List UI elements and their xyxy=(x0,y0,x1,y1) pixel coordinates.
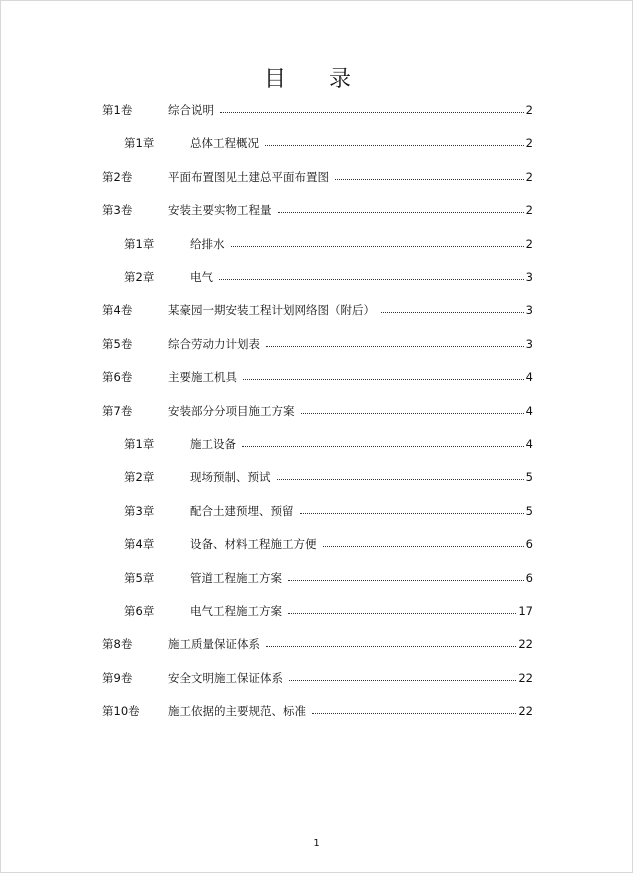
toc-entry[interactable] xyxy=(124,268,533,286)
toc-entry-page: 22 xyxy=(518,637,533,652)
toc-entry-number: 第5章 xyxy=(124,570,155,585)
toc-entry-number: 第3章 xyxy=(124,503,155,518)
page-number: 1 xyxy=(313,838,320,849)
toc-entry-page: 2 xyxy=(525,136,533,151)
toc-entry[interactable] xyxy=(124,468,533,486)
toc-entry[interactable] xyxy=(124,235,533,253)
toc-entry-number: 第3卷 xyxy=(102,203,133,218)
toc-entry-page: 6 xyxy=(525,537,533,552)
dot-leader xyxy=(220,112,524,113)
dot-leader xyxy=(243,379,524,380)
toc-entry-number: 第1章 xyxy=(124,236,155,251)
toc-entry-page: 6 xyxy=(525,570,533,585)
toc-entry-title: 配合土建预埋、预留 xyxy=(190,503,294,518)
toc-entry-number: 第4卷 xyxy=(102,303,133,318)
toc-entry-title: 施工依据的主要规范、标准 xyxy=(168,704,306,719)
dot-leader xyxy=(301,413,524,414)
toc-entry-title: 安装主要实物工程量 xyxy=(168,203,272,218)
toc-entry-page: 22 xyxy=(518,670,533,685)
toc-entry[interactable] xyxy=(124,502,533,520)
toc-entry-title: 施工质量保证体系 xyxy=(168,637,260,652)
toc-entry-page: 3 xyxy=(525,303,533,318)
toc-entry-number: 第9卷 xyxy=(102,670,133,685)
toc-entry[interactable] xyxy=(102,702,533,720)
dot-leader xyxy=(242,446,524,447)
toc-entry-number: 第1卷 xyxy=(102,103,133,117)
toc-title: 目 录 xyxy=(264,67,369,92)
toc-entry-number: 第5卷 xyxy=(102,336,133,351)
toc-entry-title: 综合说明 xyxy=(168,103,214,117)
toc-entry-number: 第6章 xyxy=(124,604,155,618)
toc-entry-title: 主要施工机具 xyxy=(168,370,237,385)
toc-entry-title: 某豪园一期安装工程计划网络图（附后） xyxy=(168,303,375,318)
toc-entry-number: 第10卷 xyxy=(102,704,140,719)
dot-leader xyxy=(266,346,524,347)
toc-entry-number: 第1章 xyxy=(124,437,155,451)
toc-entry-page: 22 xyxy=(518,704,533,719)
dot-leader xyxy=(265,145,524,146)
dot-leader xyxy=(266,646,516,647)
toc-entry-page: 2 xyxy=(525,203,533,218)
toc-entry[interactable] xyxy=(124,535,533,553)
dot-leader xyxy=(219,279,524,280)
toc-entry-number: 第6卷 xyxy=(102,370,133,385)
dot-leader xyxy=(288,613,516,614)
dot-leader xyxy=(312,713,516,714)
toc-entry-title: 设备、材料工程施工方便 xyxy=(190,537,317,552)
toc-entry[interactable] xyxy=(102,402,533,420)
toc-entry-title: 综合劳动力计划表 xyxy=(168,336,260,351)
toc-entry-page: 3 xyxy=(525,336,533,351)
toc-entry-page: 2 xyxy=(525,236,533,251)
toc-entry-number: 第2章 xyxy=(124,270,155,284)
dot-leader xyxy=(277,479,524,480)
dot-leader xyxy=(288,580,524,581)
toc-entry[interactable] xyxy=(102,368,533,386)
dot-leader xyxy=(323,546,524,547)
toc-entry-title: 管道工程施工方案 xyxy=(190,570,282,585)
toc-entry-page: 2 xyxy=(525,169,533,184)
toc-entry-page: 2 xyxy=(525,103,533,117)
toc-entry[interactable] xyxy=(124,134,533,152)
toc-entry-number: 第8卷 xyxy=(102,637,133,652)
toc-entry[interactable] xyxy=(124,602,533,620)
toc-entry[interactable] xyxy=(102,168,533,186)
toc-entry-number: 第2章 xyxy=(124,470,155,485)
toc-entry[interactable] xyxy=(102,635,533,653)
toc-entry[interactable] xyxy=(102,101,533,119)
toc-entry-page: 5 xyxy=(525,503,533,518)
dot-leader xyxy=(231,246,524,247)
toc-entry[interactable] xyxy=(102,335,533,353)
toc-entry[interactable] xyxy=(124,435,533,453)
toc-entry-page: 4 xyxy=(525,437,533,451)
dot-leader xyxy=(300,513,524,514)
dot-leader xyxy=(381,312,524,313)
toc-entry[interactable] xyxy=(102,201,533,219)
toc-entry-title: 电气 xyxy=(190,270,213,284)
toc-entry[interactable] xyxy=(124,569,533,587)
toc-entry-number: 第2卷 xyxy=(102,169,133,184)
toc-entry-title: 平面布置图见土建总平面布置图 xyxy=(168,169,329,184)
toc-entry-title: 给排水 xyxy=(190,236,225,251)
toc-entry[interactable] xyxy=(102,669,533,687)
toc-entry-number: 第1章 xyxy=(124,136,155,151)
dot-leader xyxy=(335,179,524,180)
toc-entry-page: 4 xyxy=(525,370,533,385)
toc-entry-page: 17 xyxy=(518,604,533,618)
toc-entry-title: 施工设备 xyxy=(190,437,236,451)
toc-entry-title: 安装部分分项目施工方案 xyxy=(168,403,295,418)
dot-leader xyxy=(278,212,524,213)
toc-entry-page: 4 xyxy=(525,403,533,418)
dot-leader xyxy=(289,680,516,681)
toc-entry-number: 第4章 xyxy=(124,537,155,552)
toc-entry-title: 总体工程概况 xyxy=(190,136,259,151)
toc-entry[interactable] xyxy=(102,301,533,319)
toc-entry-page: 3 xyxy=(525,270,533,284)
toc-entry-title: 电气工程施工方案 xyxy=(190,604,282,618)
toc-entry-title: 现场预制、预试 xyxy=(190,470,271,485)
toc-entry-number: 第7卷 xyxy=(102,403,133,418)
toc-entry-title: 安全文明施工保证体系 xyxy=(168,670,283,685)
toc-entry-page: 5 xyxy=(525,470,533,485)
